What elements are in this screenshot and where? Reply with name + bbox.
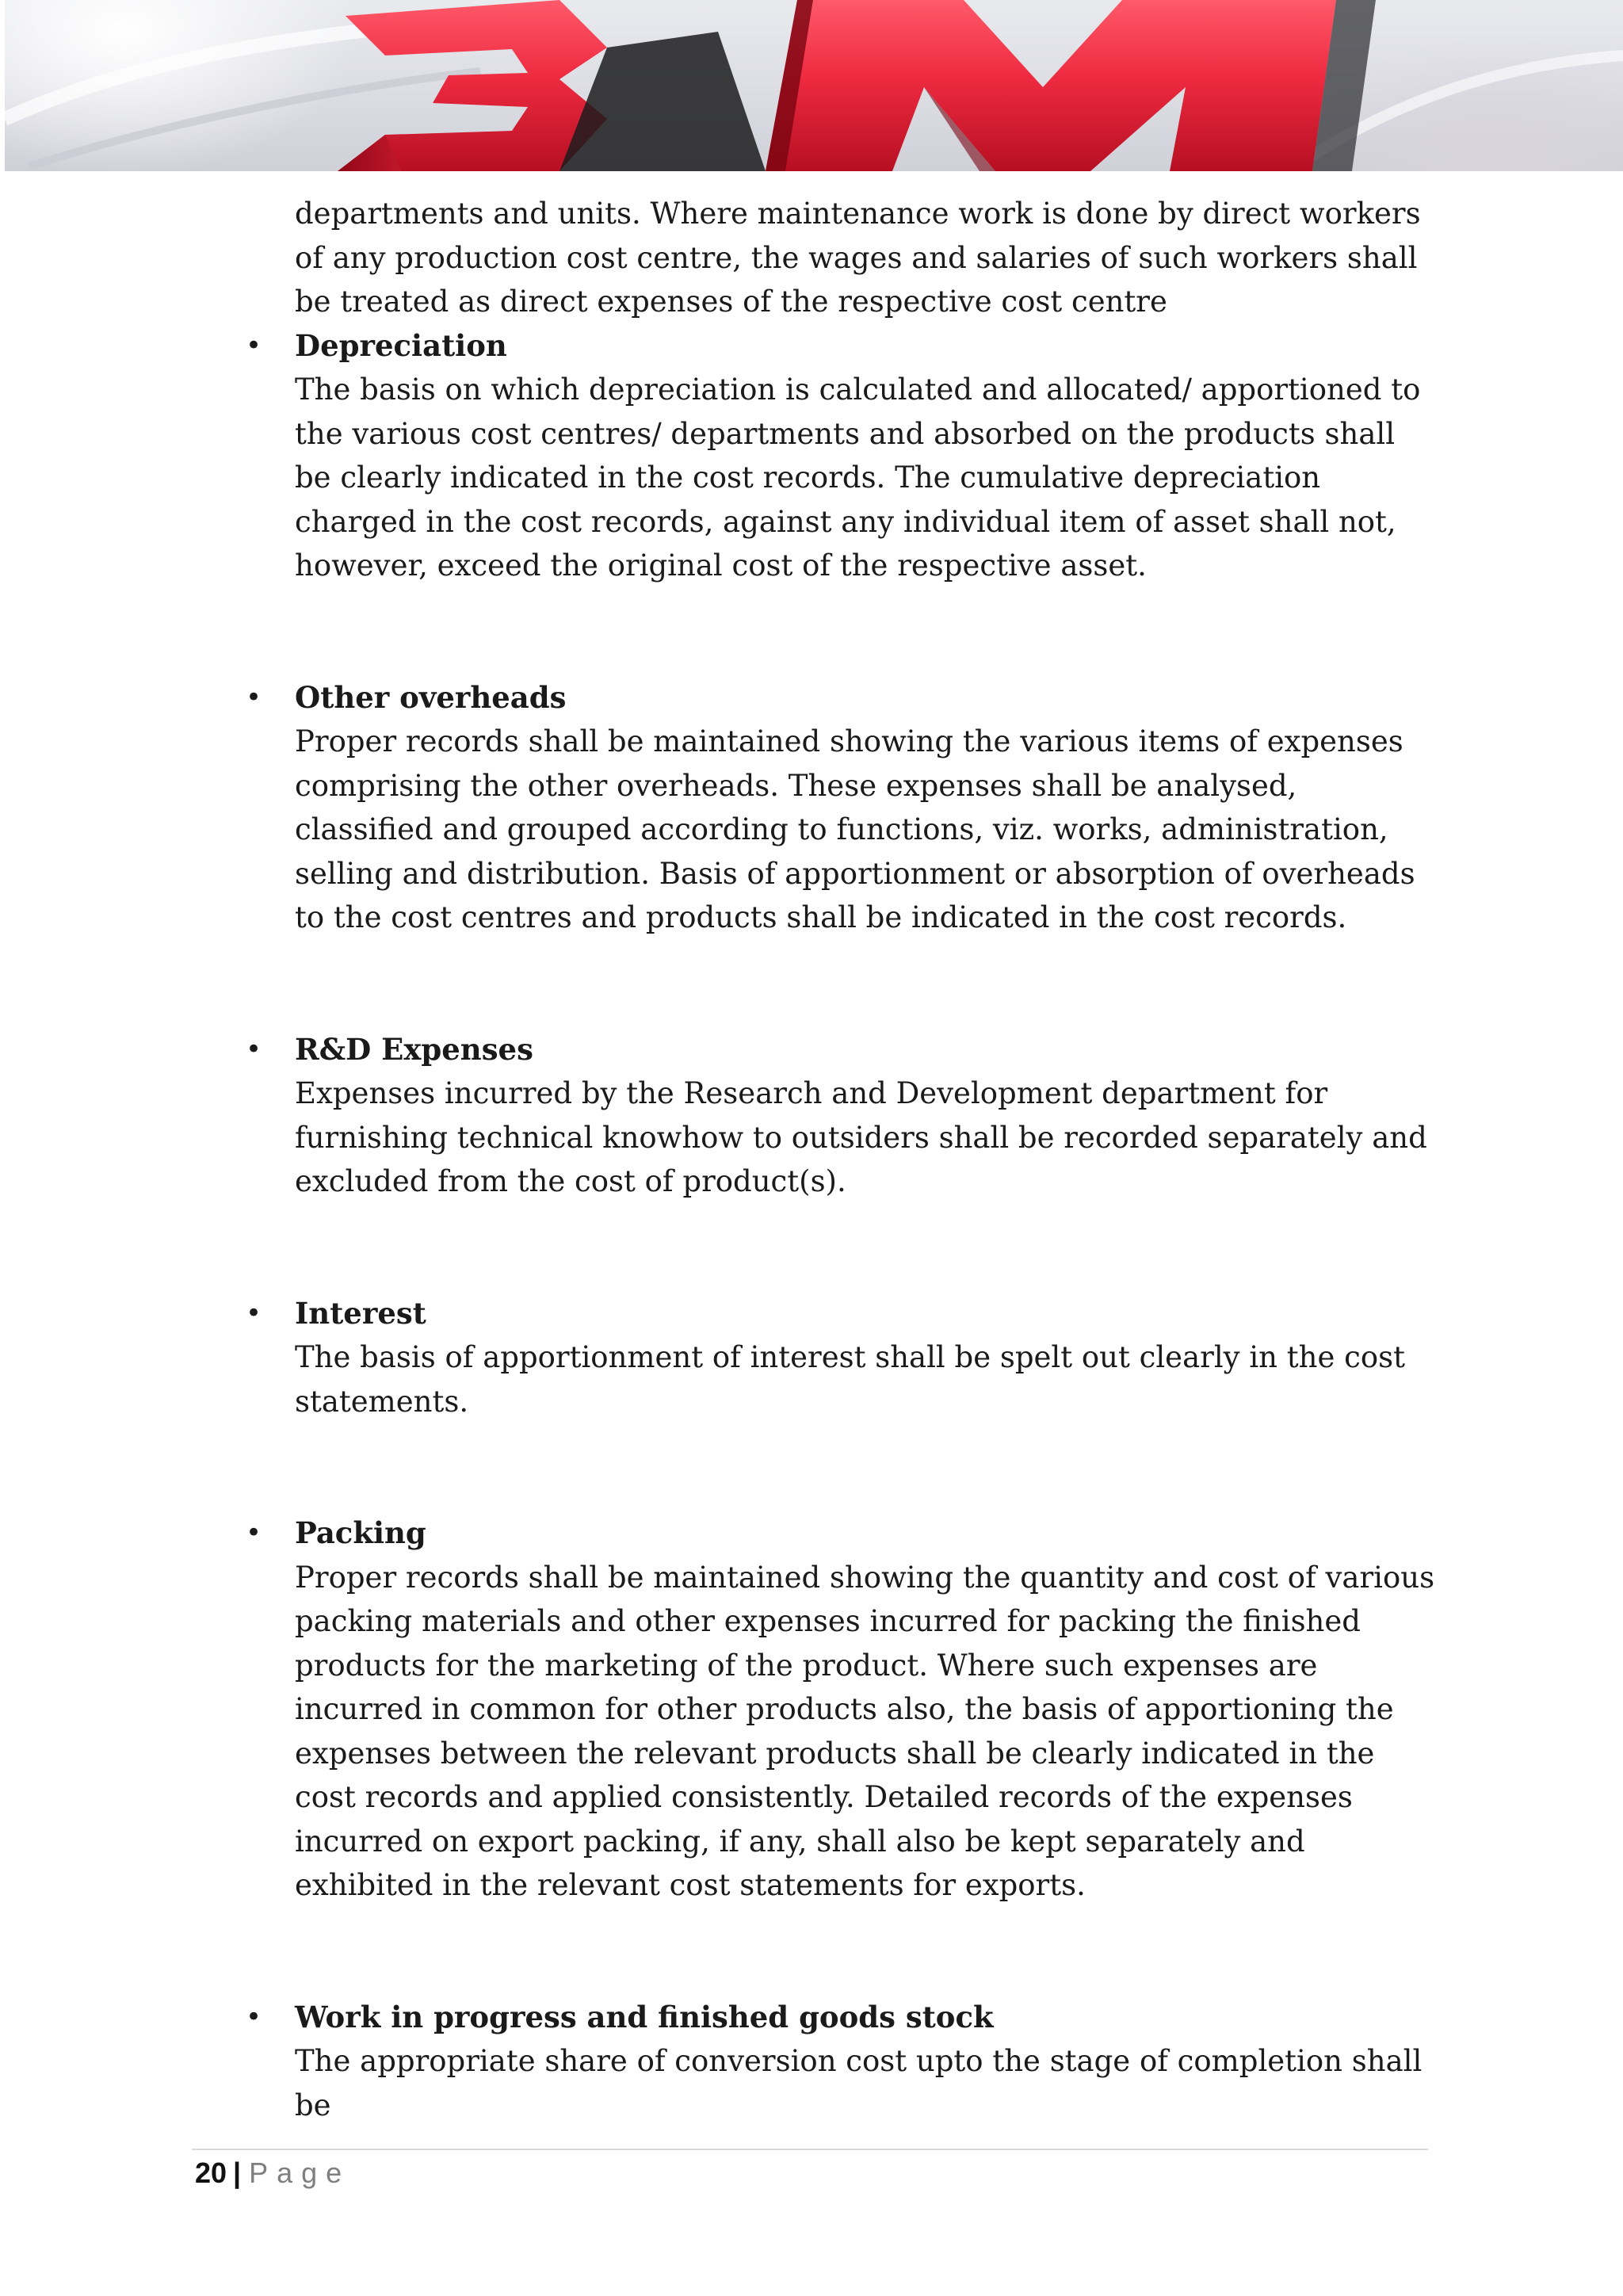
section-body: The basis of apportionment of interest shall be spelt out clearly in the cost statements.	[295, 1340, 1405, 1419]
section-rd-expenses	[246, 1028, 1436, 1204]
section-body: The basis on which depreciation is calculated and allocated/ apportioned to the various cost centres/ departments and absorbed on the products shall be clearly indicated in the cost records. The cumulative depreciation charged in the cost records, against any individual item of asset shall not, however, exceed the original cost of the respective asset.	[295, 372, 1421, 583]
section-heading: Other overheads	[295, 679, 567, 715]
section-heading: Depreciation	[295, 327, 507, 363]
bullet-icon: •	[246, 681, 262, 713]
section-heading: Work in progress and finished goods stock	[295, 1999, 994, 2034]
bullet-icon: •	[246, 1517, 262, 1549]
footer-separator: |	[233, 2157, 242, 2189]
section-body: Expenses incurred by the Research and Development department for furnishing technical knowhow to outsiders shall be recorded separately and excluded from the cost of product(s).	[295, 1076, 1427, 1198]
section-other-overheads	[246, 676, 1436, 940]
continuation-paragraph: departments and units. Where maintenance work is done by direct workers of any production cost centre, the wages and salaries of such workers shall be treated as direct expenses of the respective cost centre	[295, 197, 1421, 319]
document-body	[246, 192, 1436, 2127]
section-body: Proper records shall be maintained showing the quantity and cost of various packing materials and other expenses incurred for packing the finished products for the marketing of the product. Where such expenses are incurred in common for other products also, the basis of apportioning the expenses between the relevant products shall be clearly indicated in the cost records and applied consistently. Detailed records of the expenses incurred on export packing, if any, shall also be kept separately and exhibited in the relevant cost statements for exports.	[295, 1560, 1435, 1902]
section-interest	[246, 1292, 1436, 1424]
section-heading: Interest	[295, 1295, 426, 1331]
section-packing	[246, 1511, 1436, 1908]
page-number: 20	[195, 2157, 227, 2189]
bullet-icon: •	[246, 1297, 262, 1329]
logo-3m-image	[5, 0, 1623, 171]
page-label: Page	[249, 2157, 351, 2189]
page-footer	[195, 2153, 350, 2194]
bullet-icon: •	[246, 329, 262, 361]
section-depreciation	[246, 324, 1436, 588]
header-banner	[5, 0, 1623, 171]
bullet-icon: •	[246, 2000, 262, 2033]
section-heading: Packing	[295, 1515, 426, 1550]
section-heading: R&D Expenses	[295, 1031, 533, 1067]
footer-divider	[192, 2149, 1428, 2150]
bullet-icon: •	[246, 1033, 262, 1065]
section-body: The appropriate share of conversion cost upto the stage of completion shall be	[295, 2044, 1423, 2122]
section-wip-finished-goods	[246, 1996, 1436, 2128]
section-body: Proper records shall be maintained showing the various items of expenses comprising the other overheads. These expenses shall be analysed, classified and grouped according to functions, viz. works, administration, selling and distribution. Basis of apportionment or absorption of overheads to the cost centres and products shall be indicated in the cost records.	[295, 724, 1415, 934]
